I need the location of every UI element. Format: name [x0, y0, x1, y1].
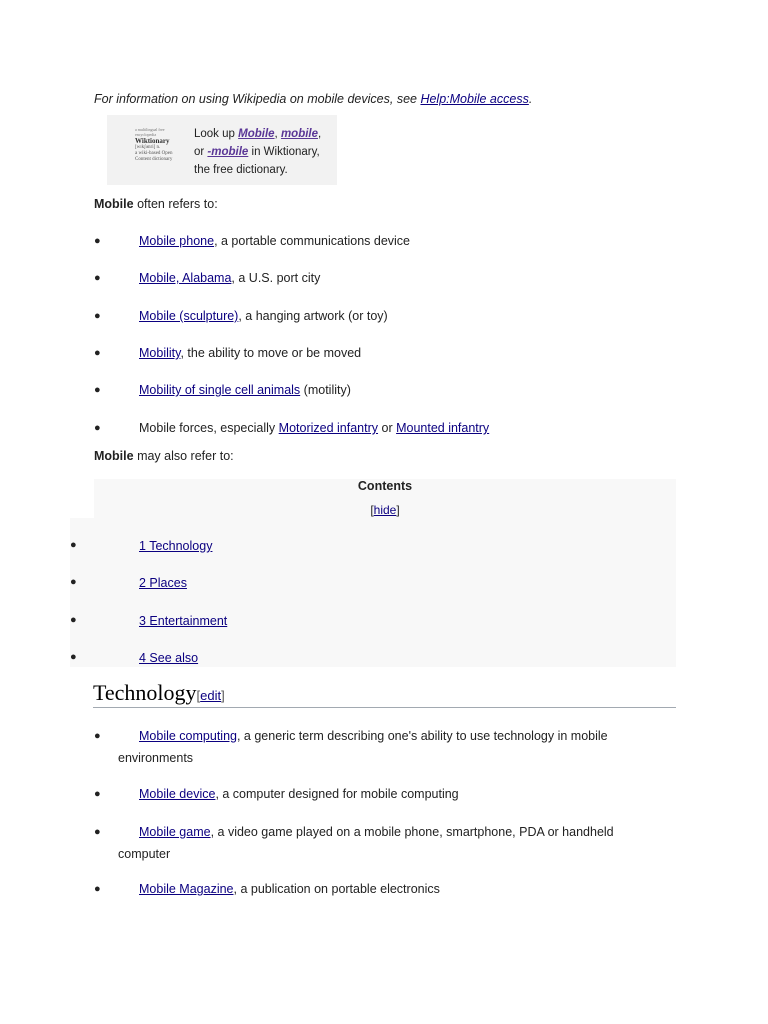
intro-paragraph — [94, 197, 218, 211]
hatnote-period: . — [528, 92, 533, 106]
bullet-icon: ● — [94, 310, 101, 322]
mounted-infantry-link[interactable]: Mounted infantry — [396, 421, 490, 435]
list-item-link[interactable]: Mobile phone — [139, 234, 215, 248]
bracket: ] — [221, 688, 225, 703]
bullet-icon: ● — [70, 539, 77, 551]
list-item-text: , a portable communications device — [214, 234, 410, 248]
help-mobile-access-link[interactable]: Help:Mobile access — [420, 92, 529, 106]
or-label: or — [194, 146, 208, 158]
list-item-text: , the ability to move or be moved — [180, 346, 362, 360]
list-item-link[interactable]: Mobile, Alabama — [139, 271, 232, 285]
bullet-icon: ● — [70, 651, 77, 663]
list-item — [94, 417, 664, 439]
list-item-link[interactable]: Mobile Magazine — [139, 882, 234, 896]
list-item-link[interactable]: Mobility — [139, 346, 181, 360]
wiktionary-text — [194, 125, 321, 179]
toc-link-entertainment[interactable]: 3 Entertainment — [139, 614, 228, 628]
list-item-text: , a hanging artwork (or toy) — [238, 309, 388, 323]
bullet-icon: ● — [70, 576, 77, 588]
list-item — [94, 878, 664, 900]
toc-link-places[interactable]: 2 Places — [139, 576, 187, 590]
list-item-link[interactable]: Mobile (sculpture) — [139, 309, 239, 323]
separator: , — [274, 128, 281, 140]
list-item-link[interactable]: Mobility of single cell animals — [139, 383, 301, 397]
toc-link-technology[interactable]: 1 Technology — [139, 539, 213, 553]
section-edit-link[interactable]: edit — [200, 688, 222, 703]
list-item-text: , a video game played on a mobile phone, smartphone, PDA or handheld — [210, 825, 614, 839]
list-item-link[interactable]: Mobile game — [139, 825, 211, 839]
list-item — [94, 821, 664, 865]
wikt-term-mobile-cap[interactable]: Mobile — [238, 128, 275, 140]
list-item-continuation: environments — [118, 751, 194, 765]
section-title: Technology — [93, 680, 197, 705]
bullet-icon: ● — [94, 883, 101, 895]
intro-rest: often refers to: — [133, 197, 218, 211]
table-of-contents — [94, 479, 676, 518]
intro-bold: Mobile — [94, 197, 134, 211]
bullet-icon: ● — [94, 730, 101, 742]
bullet-icon: ● — [70, 614, 77, 626]
list-item-text: (motility) — [300, 383, 351, 397]
bullet-icon: ● — [94, 235, 101, 247]
wiktionary-logo-title: Wiktionary — [135, 137, 170, 145]
list-item-link[interactable]: Mobile device — [139, 787, 216, 801]
toc-hide-link[interactable]: hide — [373, 503, 397, 517]
wikt-term-dash-mobile[interactable]: -mobile — [207, 146, 249, 158]
bracket: [ — [196, 688, 201, 703]
bullet-icon: ● — [94, 384, 101, 396]
toc-title: Contents — [357, 479, 413, 493]
motorized-infantry-link[interactable]: Motorized infantry — [278, 421, 379, 435]
toc-hide-toggle — [94, 503, 676, 517]
section-edit — [197, 688, 225, 703]
list-item — [94, 379, 664, 401]
bracket: [ — [370, 503, 374, 517]
list-item-continuation: computer — [118, 847, 171, 861]
list-item — [94, 725, 664, 769]
bullet-icon: ● — [94, 788, 101, 800]
list-item-text: , a generic term describing one's ability to use technology in mobile — [236, 729, 608, 743]
list-item-text: , a U.S. port city — [231, 271, 321, 285]
list-item — [94, 230, 664, 252]
also-paragraph — [94, 449, 234, 463]
list-item — [94, 267, 664, 289]
list-item-link[interactable]: Mobile computing — [139, 729, 237, 743]
list-item — [94, 305, 664, 327]
bullet-icon: ● — [94, 422, 101, 434]
wikt-term-mobile[interactable]: mobile — [280, 128, 318, 140]
section-heading — [93, 680, 676, 708]
wiktionary-logo — [135, 127, 173, 171]
forces-or: or — [378, 421, 397, 435]
wiktionary-logo-line-2: a wiki-based Open — [135, 151, 173, 156]
wiktionary-box — [107, 115, 337, 185]
bullet-icon: ● — [94, 826, 101, 838]
also-rest: may also refer to: — [133, 449, 234, 463]
wiktionary-logo-line-3: Content dictionary — [135, 157, 173, 162]
look-up-label: Look up — [194, 128, 239, 140]
wiktionary-logo-tiny-2: encyclopedia — [135, 132, 157, 137]
free-dictionary-label: the free dictionary. — [194, 164, 288, 176]
also-bold: Mobile — [94, 449, 134, 463]
toc-link-see-also[interactable]: 4 See also — [139, 651, 199, 665]
list-item-text: , a publication on portable electronics — [233, 882, 440, 896]
bracket: ] — [396, 503, 400, 517]
hatnote-text: For information on using Wikipedia on mobile devices, see — [94, 92, 421, 106]
bullet-icon: ● — [94, 347, 101, 359]
forces-text: Mobile forces, especially — [139, 421, 279, 435]
list-item-text: , a computer designed for mobile computing — [215, 787, 459, 801]
wiktionary-logo-line-1: [wɪkʃənri] n. — [135, 145, 161, 150]
list-item — [94, 783, 664, 805]
list-item — [94, 342, 664, 364]
in-wiktionary-label: in Wiktionary, — [248, 146, 320, 158]
bullet-icon: ● — [94, 272, 101, 284]
wiktionary-logo-tiny-1: a multilingual free — [135, 127, 165, 132]
hatnote — [94, 92, 532, 106]
separator: , — [318, 128, 322, 140]
